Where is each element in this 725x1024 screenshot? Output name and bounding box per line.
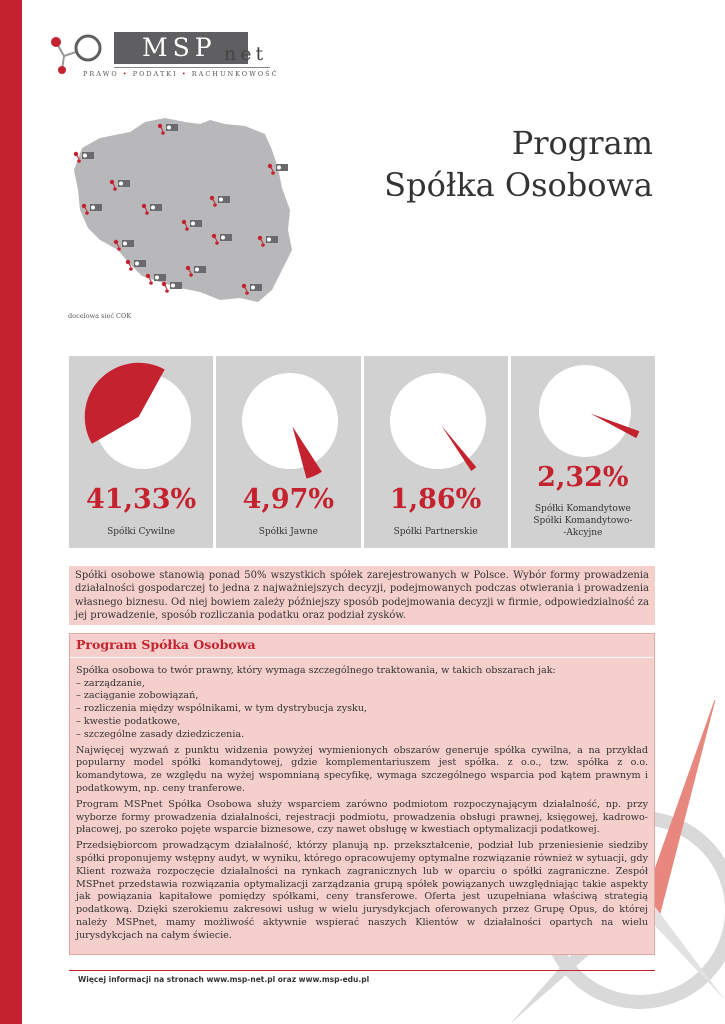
- list-item: – zarządzanie,: [76, 677, 145, 689]
- stats-panel-row: [69, 356, 655, 548]
- intro-box: Spółki osobowe stanowią ponad 50% wszystkich spółek zarejestrowanych w Polsce. Wybór formy prowadzenia działalności gospodarczej to jedna z najważniejszych decyzji, podejmowanych podczas otwierania i prowadzenia własnego biznesu. Od niej bowiem zależy późniejszy sposób podejmowania decyzji w firmie, odpowiedzialność za jej prowadzenie, sposób rozliczania podatku oraz podział zysków.: [69, 566, 655, 625]
- stat-value: 41,33%: [86, 484, 197, 515]
- program-paragraph-3: Przedsiębiorcom prowadzącym działalność, którzy planują np. przekształcenie, podział lub przeniesienie siedziby spółki proponujemy wstępny audyt, w wyniku, którego opracowujemy optymalne rozwiązanie również w sytuacji, gdy Klient rozważa rozpoczęcie działalności na rynkach zagranicznych lub w oparciu o spółki zagraniczne. Zespół MSPnet przedstawia rozwiązania optymalizacji zarządzania grupą spółek powiązanych uwzględniając takie aspekty jak powiązania kapitałowe pomiędzy spółkami, ceny transferowe. Oferta jest uzupełniana właściwą strategią podatkową. Dzięki szerokiemu zakresowi usług w wielu jurysdykcjach oferowanych przez Grupę Opus, do której należy MSPnet, mamy możliwość aktywnie wspierać naszych Klientów w działalności opartych na wielu jurysdykcjach na całym świecie.: [76, 840, 648, 941]
- stat-label-1: Spółki Komandytowe: [534, 504, 631, 514]
- stat-panel-partnership: [364, 356, 508, 548]
- stat-value: 2,32%: [537, 462, 629, 493]
- stat-label: Spółki Partnerskie: [393, 527, 478, 537]
- stat-panel-limited: [511, 356, 655, 548]
- tagline-taxes: PODATKI: [132, 70, 178, 78]
- footer-divider: [69, 970, 655, 971]
- stat-panel-civil: [69, 356, 213, 548]
- stat-panel-general: [216, 356, 360, 548]
- list-item: – kwestie podatkowe,: [76, 715, 181, 727]
- map-caption: docelowa sieć COK: [68, 312, 132, 320]
- pie-chart: [216, 356, 360, 548]
- stat-label-3: -Akcyjne: [563, 528, 603, 538]
- tagline-accounting: RACHUNKOWOŚĆ: [191, 70, 279, 78]
- logo-word: MSP: [114, 32, 248, 64]
- stat-value: 1,86%: [389, 484, 482, 515]
- list-item: – zaciąganie zobowiązań,: [76, 690, 199, 702]
- page-title: [384, 122, 653, 206]
- list-item: – rozliczenia między wspólnikami, w tym dystrybucja zysku,: [76, 703, 368, 715]
- program-area-list: [76, 678, 648, 742]
- msp-net-logo: [48, 30, 278, 85]
- side-accent-bar: [0, 0, 22, 1024]
- program-heading: Program Spółka Osobowa: [70, 639, 654, 658]
- pie-chart: [69, 356, 213, 548]
- logo-divider: [114, 67, 270, 68]
- logo-tagline: PRAWO • PODATKI • RACHUNKOWOŚĆ: [83, 70, 279, 78]
- tagline-law: PRAWO: [83, 70, 119, 78]
- pie-chart: [364, 356, 508, 548]
- stat-label: Spółki Jawne: [258, 527, 318, 537]
- stat-label: Spółki Cywilne: [107, 527, 176, 537]
- program-paragraph-2: Program MSPnet Spółka Osobowa służy wsparciem zarówno podmiotom rozpoczynającym działalność, np. przy wyborze formy prowadzenia działalności, rejestracji podmiotu, prowadzenia obsługi prawnej, księgowej, kadrowo-płacowej, po szeroko pojęte wsparcie biznesowe, czy nawet obsługę w kwestiach optymalizacji podatkowej.: [76, 798, 648, 836]
- logo-suffix: net: [224, 43, 268, 65]
- list-item: – szczególne zasady dziedziczenia.: [76, 728, 245, 740]
- program-box: [69, 633, 655, 955]
- poland-network-map: [60, 110, 300, 320]
- title-line-1: Program: [511, 124, 653, 162]
- stat-label-2: Spółki Komandytowo-: [533, 516, 633, 526]
- stat-value: 4,97%: [242, 484, 335, 515]
- footer-links: Więcej informacji na stronach www.msp-net.pl oraz www.msp-edu.pl: [78, 975, 370, 984]
- program-lead: Spółka osobowa to twór prawny, który wymaga szczególnego traktowania, w takich obszarach jak:: [76, 664, 556, 676]
- map-pin-icon: [162, 282, 182, 293]
- program-paragraph-1: Najwięcej wyzwań z punktu widzenia powyżej wymienionych obszarów generuje spółka cywilna, a na przykład popularny model spółki komandytowej, gdzie komplementariuszem jest spółka. z o.o., tzw. spółka z o.o. komandytowa, ze względu na wyżej wspomnianą specyfikę, wymaga szczególnego wsparcia pod kątem prawnym i podatkowym, np. ceny tranferowe.: [76, 744, 648, 794]
- title-line-2: Spółka Osobowa: [384, 166, 653, 204]
